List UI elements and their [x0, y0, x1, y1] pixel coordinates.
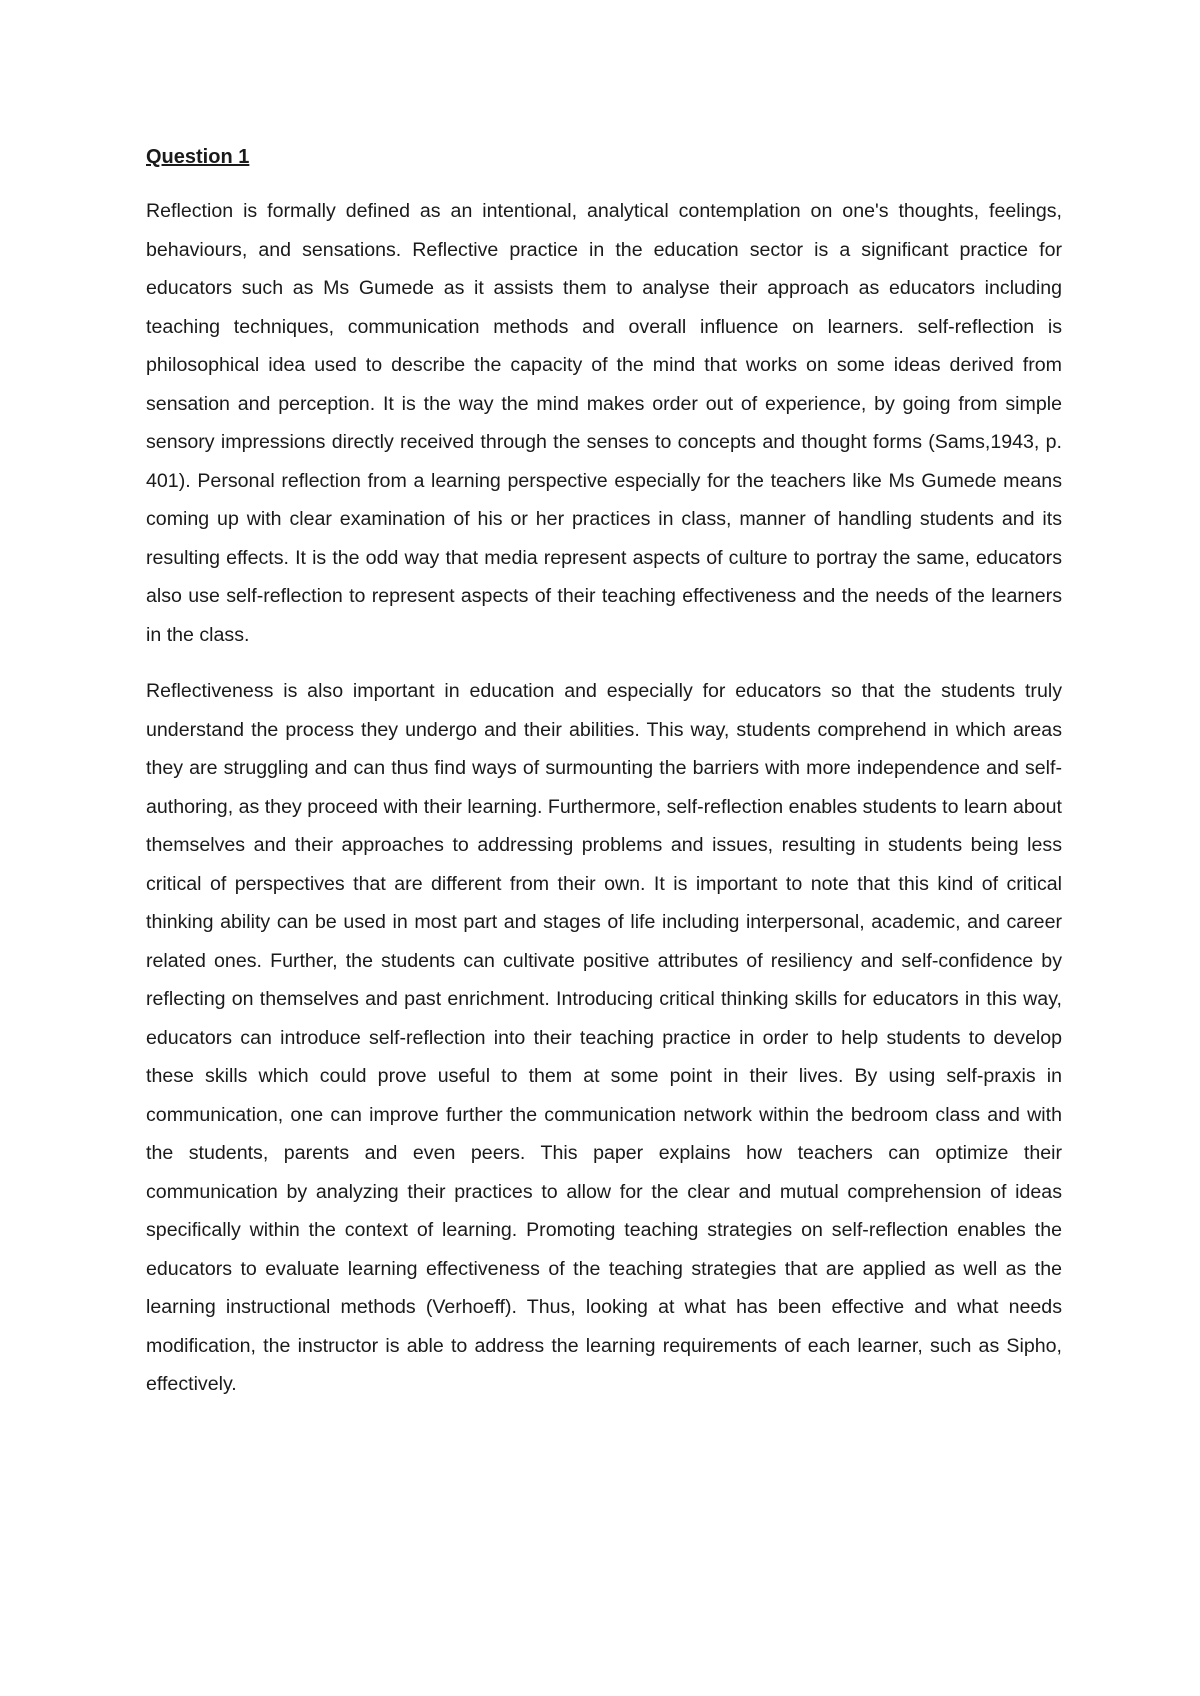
paragraph-2: Reflectiveness is also important in education and especially for educators so that the students truly understand the process they undergo and their abilities. This way, students comprehend in which areas they are struggling and can thus find ways of surmounting the barriers with more independence and self-authoring, as they proceed with their learning. Furthermore, self-reflection enables students to learn about themselves and their approaches to addressing problems and issues, resulting in students being less critical of perspectives that are different from their own. It is important to note that this kind of critical thinking ability can be used in most part and stages of life including interpersonal, academic, and career related ones. Further, the students can cultivate positive attributes of resiliency and self-confidence by reflecting on themselves and past enrichment. Introducing critical thinking skills for educators in this way, educators can introduce self-reflection into their teaching practice in order to help students to develop these skills which could prove useful to them at some point in their lives. By using self-praxis in communication, one can improve further the communication network within the bedroom class and with the students, parents and even peers. This paper explains how teachers can optimize their communication by analyzing their practices to allow for the clear and mutual comprehension of ideas specifically within the context of learning. Promoting teaching strategies on self-reflection enables the educators to evaluate learning effectiveness of the teaching strategies that are applied as well as the learning instructional methods (Verhoeff). Thus, looking at what has been effective and what needs modification, the instructor is able to address the learning requirements of each learner, such as Sipho, effectively.	[146, 680, 1062, 1395]
paragraph-1: Reflection is formally defined as an intentional, analytical contemplation on one's thoughts, feelings, behaviours, and sensations. Reflective practice in the education sector is a significant practice for educators such as Ms Gumede as it assists them to analyse their approach as educators including teaching techniques, communication methods and overall influence on learners. self-reflection is philosophical idea used to describe the capacity of the mind that works on some ideas derived from sensation and perception. It is the way the mind makes order out of experience, by going from simple sensory impressions directly received through the senses to concepts and thought forms (Sams,1943, p. 401). Personal reflection from a learning perspective especially for the teachers like Ms Gumede means coming up with clear examination of his or her practices in class, manner of handling students and its resulting effects. It is the odd way that media represent aspects of culture to portray the same, educators also use self-reflection to represent aspects of their teaching effectiveness and the needs of the learners in the class.	[146, 200, 1062, 646]
document-page	[146, 144, 1062, 1422]
question-heading: Question 1	[146, 146, 250, 168]
